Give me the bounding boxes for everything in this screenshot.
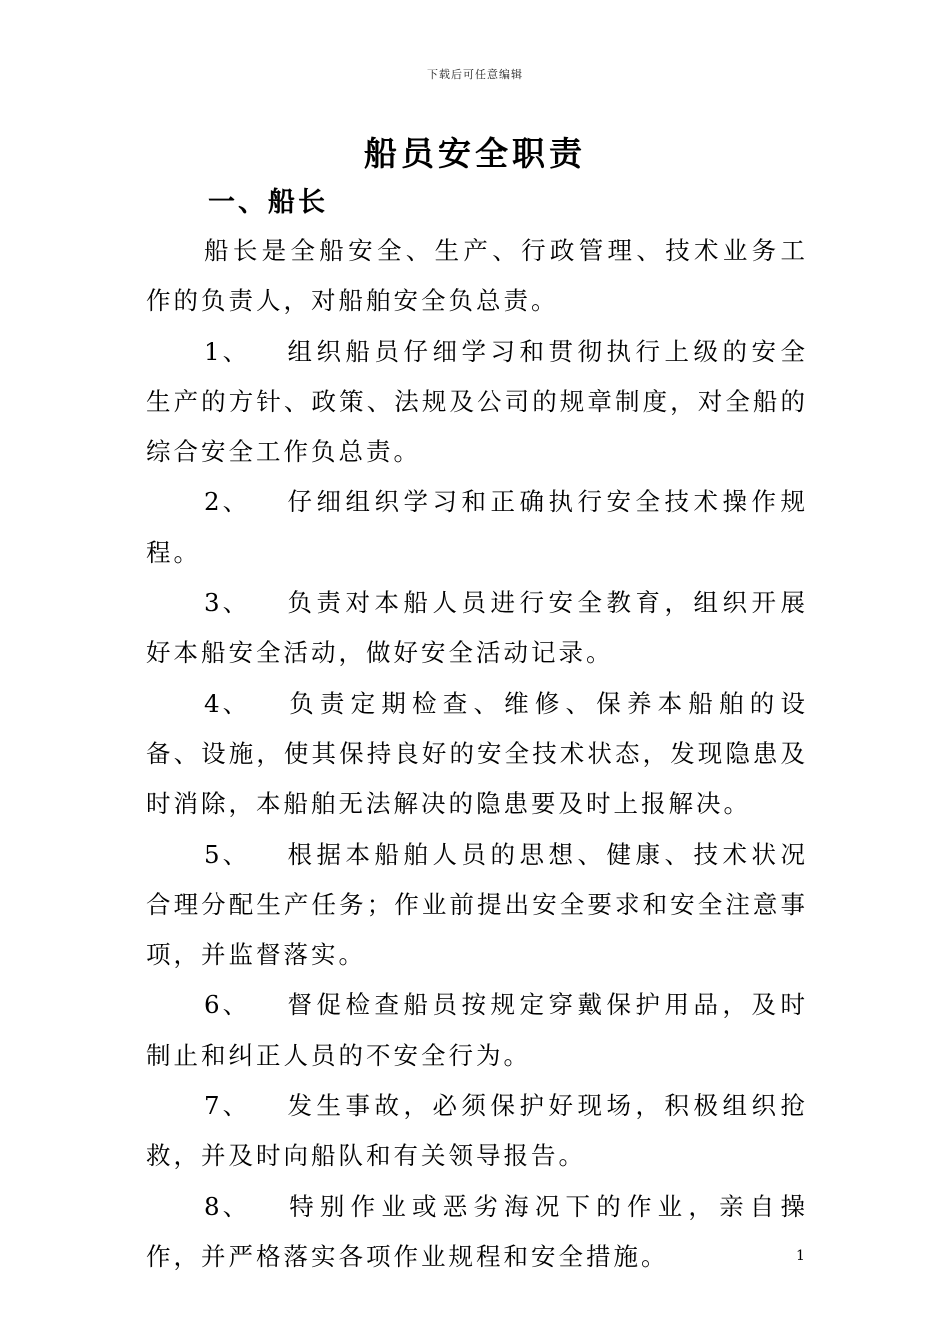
list-item	[146, 830, 808, 981]
section-heading: 一、船长	[208, 187, 328, 218]
item-number: 3、	[204, 588, 251, 618]
item-text: 负责对本船人员进行安全教育，组织开展好本船安全活动，做好安全活动记录。	[146, 588, 808, 668]
list-item	[146, 1081, 808, 1182]
item-text: 仔细组织学习和正确执行安全技术操作规程。	[146, 487, 808, 567]
list-item	[146, 327, 808, 478]
item-number: 4、	[204, 688, 251, 718]
item-number: 8、	[204, 1191, 251, 1221]
page-number: 1	[796, 1248, 805, 1264]
item-number: 5、	[204, 839, 251, 869]
item-text: 根据本船舶人员的思想、健康、技术状况合理分配生产任务；作业前提出安全要求和安全注意事项，并监督落实。	[146, 839, 808, 970]
document-body	[146, 226, 808, 1282]
item-number: 2、	[204, 487, 251, 517]
item-text: 督促检查船员按规定穿戴保护用品，及时制止和纠正人员的不安全行为。	[146, 990, 808, 1070]
item-text: 组织船员仔细学习和贯彻执行上级的安全生产的方针、政策、法规及公司的规章制度，对全船的综合安全工作负总责。	[146, 336, 808, 467]
intro-paragraph: 船长是全船安全、生产、行政管理、技术业务工作的负责人，对船舶安全负总责。	[146, 236, 808, 316]
header-note: 下载后可任意编辑	[427, 68, 523, 81]
document-title: 船员安全职责	[364, 134, 586, 173]
list-item	[146, 578, 808, 679]
item-text: 特别作业或恶劣海况下的作业，亲自操作，并严格落实各项作业规程和安全措施。	[146, 1191, 808, 1271]
item-text: 负责定期检查、维修、保养本船舶的设备、设施，使其保持良好的安全技术状态，发现隐患及时消除，本船舶无法解决的隐患要及时上报解决。	[146, 688, 808, 819]
list-item	[146, 1182, 808, 1283]
list-item	[146, 679, 808, 830]
item-number: 1、	[204, 336, 251, 366]
item-text: 发生事故，必须保护好现场，积极组织抢救，并及时向船队和有关领导报告。	[146, 1091, 808, 1171]
item-number: 6、	[204, 990, 251, 1020]
list-item	[146, 980, 808, 1081]
list-item	[146, 477, 808, 578]
item-number: 7、	[204, 1091, 251, 1121]
